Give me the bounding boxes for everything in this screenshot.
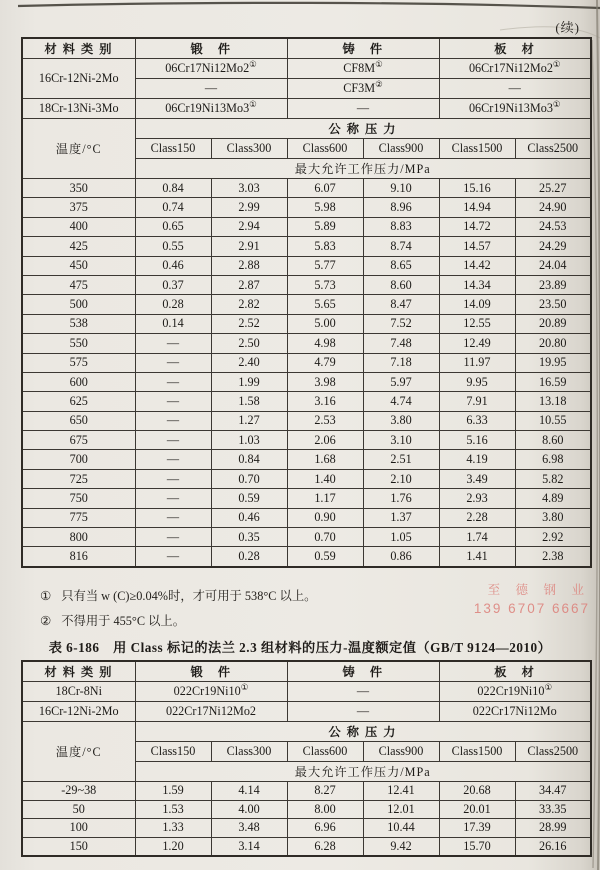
material-category-header: 材 料 类 别	[22, 38, 135, 59]
table-pressure-temperature-continued	[21, 37, 592, 568]
pressure-value-cell: —	[135, 372, 211, 391]
pressure-value-cell: 1.33	[135, 819, 211, 838]
table-row	[22, 431, 591, 450]
temperature-cell: 775	[22, 508, 135, 527]
pressure-value-cell: 1.03	[211, 431, 287, 450]
pressure-value-cell: 1.05	[363, 528, 439, 547]
pressure-value-cell: 28.99	[515, 819, 591, 838]
material-category-cell: 18Cr-13Ni-3Mo	[22, 99, 135, 119]
pressure-value-cell: —	[135, 450, 211, 469]
forging-grade-cell	[135, 702, 287, 722]
pressure-value-cell: 26.16	[515, 837, 591, 856]
pressure-value-cell: —	[135, 528, 211, 547]
material-row	[22, 59, 591, 79]
pressure-value-cell: 14.09	[439, 295, 515, 314]
pressure-value-cell: 14.57	[439, 237, 515, 256]
pressure-value-cell: 8.83	[363, 217, 439, 236]
pressure-value-cell: 20.89	[515, 314, 591, 333]
pressure-value-cell: 3.80	[515, 508, 591, 527]
pressure-value-cell: 8.65	[363, 256, 439, 275]
class600-header: Class600	[287, 139, 363, 159]
pressure-value-cell: 0.84	[211, 450, 287, 469]
footnote-marker: ①	[40, 589, 52, 603]
pressure-value-cell: 2.99	[211, 198, 287, 217]
footnote-ref-icon: ①	[249, 98, 257, 109]
temperature-column-header: 温度/°C	[22, 119, 135, 179]
footnote-ref-icon: ①	[552, 58, 561, 69]
pressure-value-cell: 15.16	[439, 179, 515, 198]
pressure-value-cell: 25.27	[515, 179, 591, 198]
pressure-value-cell: 2.06	[287, 431, 363, 450]
pressure-value-cell: 9.95	[439, 372, 515, 391]
footnote-ref-icon: ①	[552, 98, 561, 109]
pressure-value-cell: 4.14	[211, 782, 287, 801]
max-working-pressure-header: 最大允许工作压力/MPa	[135, 159, 591, 179]
footnotes	[40, 586, 470, 636]
table-row	[22, 508, 591, 527]
pressure-value-cell: 3.49	[439, 469, 515, 488]
class2500-header: Class2500	[515, 742, 591, 762]
pressure-value-cell: 1.58	[211, 392, 287, 411]
footnote-2	[40, 611, 470, 629]
pressure-value-cell: 13.18	[515, 392, 591, 411]
material-row	[22, 99, 591, 119]
footnote-ref-icon: ②	[375, 78, 383, 89]
material-row	[22, 682, 591, 702]
table-row	[22, 411, 591, 430]
table-row	[22, 372, 591, 391]
pressure-value-cell: 24.04	[515, 256, 591, 275]
table-6-186	[21, 660, 592, 857]
grade-text: —	[356, 704, 370, 718]
plate-grade-cell	[439, 79, 591, 99]
pressure-value-cell: 15.70	[439, 837, 515, 856]
table-row	[22, 295, 591, 314]
pressure-value-cell: 1.59	[135, 782, 211, 801]
nominal-pressure-header: 公 称 压 力	[135, 722, 591, 742]
temperature-cell: 400	[22, 217, 135, 236]
material-row	[22, 702, 591, 722]
class1500-header: Class1500	[439, 139, 515, 159]
table-row	[22, 314, 591, 333]
pressure-value-cell: 14.72	[439, 217, 515, 236]
pressure-value-cell: 11.97	[439, 353, 515, 372]
pressure-value-cell: 0.70	[211, 469, 287, 488]
pressure-value-cell: 0.70	[287, 528, 363, 547]
pressure-value-cell: 5.97	[363, 372, 439, 391]
pressure-value-cell: 20.01	[439, 800, 515, 819]
table-row	[22, 800, 591, 819]
watermark-company: 至 德 钢 业	[487, 583, 590, 597]
table-row	[22, 489, 591, 508]
footnote-text: 不得用于 455°C 以上。	[61, 614, 186, 628]
pressure-value-cell: 2.93	[439, 489, 515, 508]
forging-header: 锻 件	[135, 661, 287, 682]
pressure-value-cell: 1.99	[211, 372, 287, 391]
pressure-value-cell: 4.00	[211, 800, 287, 819]
pressure-value-cell: 16.59	[515, 372, 591, 391]
temperature-cell: 650	[22, 411, 135, 430]
pressure-value-cell: 0.86	[363, 547, 439, 567]
pressure-value-cell: —	[135, 547, 211, 567]
table-row	[22, 547, 591, 567]
pressure-value-cell: 20.68	[439, 782, 515, 801]
pressure-value-cell: 23.50	[515, 295, 591, 314]
table-row	[22, 837, 591, 856]
pressure-value-cell: 14.34	[439, 275, 515, 294]
pressure-value-cell: 2.28	[439, 508, 515, 527]
pressure-value-cell: 0.37	[135, 275, 211, 294]
class600-header: Class600	[287, 742, 363, 762]
pressure-value-cell: 7.52	[363, 314, 439, 333]
max-working-pressure-header: 最大允许工作压力/MPa	[135, 762, 591, 782]
class300-header: Class300	[211, 139, 287, 159]
casting-grade-cell	[287, 702, 439, 722]
watermark	[474, 580, 590, 616]
temperature-cell: 575	[22, 353, 135, 372]
right-page-edge-curve-1	[592, 40, 597, 868]
pressure-value-cell: 5.00	[287, 314, 363, 333]
pressure-value-cell: 33.35	[515, 800, 591, 819]
temperature-cell: 425	[22, 237, 135, 256]
table-row	[22, 334, 591, 353]
pressure-value-cell: 2.50	[211, 334, 287, 353]
pressure-value-cell: 4.19	[439, 450, 515, 469]
plate-header: 板 材	[439, 38, 591, 59]
pressure-value-cell: 19.95	[515, 353, 591, 372]
pressure-value-cell: —	[135, 431, 211, 450]
pressure-value-cell: —	[135, 334, 211, 353]
pressure-value-cell: 7.91	[439, 392, 515, 411]
class2500-header: Class2500	[515, 139, 591, 159]
pressure-value-cell: 0.35	[211, 528, 287, 547]
pressure-value-cell: 2.10	[363, 469, 439, 488]
material-header-row	[22, 661, 591, 682]
table-row	[22, 179, 591, 198]
pressure-value-cell: 1.17	[287, 489, 363, 508]
table-row	[22, 256, 591, 275]
table-row	[22, 198, 591, 217]
pressure-value-cell: 0.28	[211, 547, 287, 567]
pressure-value-cell: 8.47	[363, 295, 439, 314]
pressure-value-cell: 1.37	[363, 508, 439, 527]
pressure-value-cell: 5.73	[287, 275, 363, 294]
pressure-value-cell: 8.96	[363, 198, 439, 217]
pressure-value-cell: 0.59	[211, 489, 287, 508]
table-row	[22, 275, 591, 294]
table-6-186-title: 表 6-186 用 Class 标记的法兰 2.3 组材料的压力-温度额定值（GB/T 9124—2010）	[48, 640, 552, 655]
pressure-value-cell: —	[135, 489, 211, 508]
material-category-cell: 16Cr-12Ni-2Mo	[22, 59, 135, 99]
pressure-value-cell: 12.49	[439, 334, 515, 353]
footnote-text: 只有当 w (C)≥0.04%时，才可用于 538°C 以上。	[61, 589, 317, 603]
pressure-value-cell: 24.53	[515, 217, 591, 236]
pressure-value-cell: —	[135, 392, 211, 411]
grade-text: 022Cr17Ni12Mo2	[165, 704, 257, 718]
pressure-value-cell: 5.89	[287, 217, 363, 236]
pressure-value-cell: 8.60	[363, 275, 439, 294]
forging-grade-cell	[135, 682, 287, 702]
pressure-value-cell: 6.33	[439, 411, 515, 430]
table-body	[22, 782, 591, 857]
pressure-value-cell: 7.48	[363, 334, 439, 353]
pressure-value-cell: 4.89	[515, 489, 591, 508]
pressure-value-cell: 34.47	[515, 782, 591, 801]
temperature-cell: 816	[22, 547, 135, 567]
pressure-value-cell: 6.98	[515, 450, 591, 469]
pressure-value-cell: 7.18	[363, 353, 439, 372]
casting-header: 铸 件	[287, 661, 439, 682]
pressure-value-cell: 6.28	[287, 837, 363, 856]
pressure-value-cell: 3.03	[211, 179, 287, 198]
pressure-value-cell: 4.74	[363, 392, 439, 411]
watermark-phone: 139 6707 6667	[473, 601, 590, 616]
table-row	[22, 392, 591, 411]
pressure-value-cell: —	[135, 411, 211, 430]
temperature-cell: -29~38	[22, 782, 135, 801]
pressure-value-cell: 20.80	[515, 334, 591, 353]
pressure-value-cell: 9.10	[363, 179, 439, 198]
temperature-cell: 800	[22, 528, 135, 547]
pressure-value-cell: 4.79	[287, 353, 363, 372]
footnote-ref-icon: ①	[249, 58, 257, 69]
pressure-value-cell: 1.41	[439, 547, 515, 567]
table-row	[22, 469, 591, 488]
footnote-ref-icon: ①	[240, 681, 249, 692]
pressure-value-cell: 3.98	[287, 372, 363, 391]
pressure-value-cell: 5.98	[287, 198, 363, 217]
pressure-value-cell: 5.16	[439, 431, 515, 450]
grade-text: 022Cr19Ni10	[477, 684, 545, 698]
material-category-cell: 18Cr-8Ni	[22, 682, 135, 702]
pressure-value-cell: 3.14	[211, 837, 287, 856]
pressure-value-cell: 0.46	[211, 508, 287, 527]
pressure-value-cell: 9.42	[363, 837, 439, 856]
pressure-value-cell: —	[135, 508, 211, 527]
pressure-value-cell: 14.42	[439, 256, 515, 275]
pressure-value-cell: 6.07	[287, 179, 363, 198]
table-row	[22, 528, 591, 547]
class1500-header: Class1500	[439, 742, 515, 762]
class150-header: Class150	[135, 139, 211, 159]
class900-header: Class900	[363, 742, 439, 762]
pressure-value-cell: 1.20	[135, 837, 211, 856]
table-row	[22, 782, 591, 801]
pressure-value-cell: 2.87	[211, 275, 287, 294]
forging-grade-cell	[135, 59, 287, 79]
pressure-value-cell: 5.83	[287, 237, 363, 256]
pressure-value-cell: 2.94	[211, 217, 287, 236]
class300-header: Class300	[211, 742, 287, 762]
pressure-value-cell: 1.74	[439, 528, 515, 547]
pressure-value-cell: 23.89	[515, 275, 591, 294]
pressure-value-cell: 2.82	[211, 295, 287, 314]
grade-text: —	[356, 684, 370, 698]
casting-header: 铸 件	[287, 38, 439, 59]
pressure-value-cell: 2.88	[211, 256, 287, 275]
temperature-cell: 100	[22, 819, 135, 838]
pressure-value-cell: 0.84	[135, 179, 211, 198]
pressure-value-cell: 2.91	[211, 237, 287, 256]
footnote-ref-icon: ①	[375, 58, 383, 69]
pressure-value-cell: 2.52	[211, 314, 287, 333]
pressure-value-cell: —	[135, 469, 211, 488]
footnote-marker: ②	[40, 614, 52, 628]
temperature-cell: 50	[22, 800, 135, 819]
pressure-value-cell: 12.41	[363, 782, 439, 801]
table-body	[22, 179, 591, 567]
plate-grade-cell	[439, 702, 591, 722]
pressure-value-cell: 0.90	[287, 508, 363, 527]
pressure-value-cell: 24.29	[515, 237, 591, 256]
pressure-value-cell: 6.96	[287, 819, 363, 838]
grade-text: CF8M	[343, 61, 376, 75]
pressure-value-cell: 1.27	[211, 411, 287, 430]
forging-header: 锻 件	[135, 38, 287, 59]
grade-text: 022Cr19Ni10	[173, 684, 241, 698]
temperature-column-header: 温度/°C	[22, 722, 135, 782]
nominal-pressure-header: 公 称 压 力	[135, 119, 591, 139]
class900-header: Class900	[363, 139, 439, 159]
grade-text: —	[508, 81, 521, 95]
pressure-value-cell: 2.53	[287, 411, 363, 430]
table-row	[22, 237, 591, 256]
footnote-ref-icon: ①	[544, 681, 553, 692]
temperature-cell: 700	[22, 450, 135, 469]
pressure-value-cell: 8.74	[363, 237, 439, 256]
class150-header: Class150	[135, 742, 211, 762]
plate-grade-cell	[439, 682, 591, 702]
pressure-value-cell: 3.80	[363, 411, 439, 430]
casting-grade-cell	[287, 79, 439, 99]
grade-text: 06Cr17Ni12Mo2	[165, 61, 250, 75]
pressure-value-cell: 4.98	[287, 334, 363, 353]
pressure-value-cell: 2.92	[515, 528, 591, 547]
table-row	[22, 450, 591, 469]
pressure-value-cell: 2.38	[515, 547, 591, 567]
grade-text: 06Cr19Ni13Mo3	[165, 101, 250, 115]
temperature-cell: 675	[22, 431, 135, 450]
pressure-value-cell: 1.68	[287, 450, 363, 469]
pressure-value-cell: 0.65	[135, 217, 211, 236]
temperature-cell: 375	[22, 198, 135, 217]
table-row	[22, 217, 591, 236]
pressure-value-cell: 1.40	[287, 469, 363, 488]
temperature-cell: 350	[22, 179, 135, 198]
temperature-cell: 450	[22, 256, 135, 275]
footnote-1	[40, 586, 470, 604]
material-category-header: 材 料 类 别	[22, 661, 135, 682]
temperature-cell: 538	[22, 314, 135, 333]
temperature-cell: 750	[22, 489, 135, 508]
temperature-cell: 725	[22, 469, 135, 488]
pressure-value-cell: 0.55	[135, 237, 211, 256]
pressure-value-cell: 2.51	[363, 450, 439, 469]
material-category-cell: 16Cr-12Ni-2Mo	[22, 702, 135, 722]
table-row	[22, 819, 591, 838]
table-row	[22, 353, 591, 372]
grade-text: 022Cr17Ni12Mo	[472, 704, 557, 718]
grade-text: CF3M	[343, 81, 376, 95]
pressure-value-cell: 10.55	[515, 411, 591, 430]
pressure-value-cell: 5.65	[287, 295, 363, 314]
forging-grade-cell	[135, 99, 287, 119]
casting-grade-cell	[287, 682, 439, 702]
pressure-value-cell: 8.27	[287, 782, 363, 801]
temperature-cell: 150	[22, 837, 135, 856]
pressure-value-cell: 3.48	[211, 819, 287, 838]
pressure-value-cell: 17.39	[439, 819, 515, 838]
plate-header: 板 材	[439, 661, 591, 682]
temperature-cell: 550	[22, 334, 135, 353]
pressure-value-cell: 0.74	[135, 198, 211, 217]
nominal-pressure-row	[22, 119, 591, 139]
pressure-value-cell: 5.77	[287, 256, 363, 275]
temperature-cell: 625	[22, 392, 135, 411]
temperature-cell: 500	[22, 295, 135, 314]
pressure-value-cell: 12.01	[363, 800, 439, 819]
pressure-value-cell: 3.10	[363, 431, 439, 450]
grade-text: —	[356, 101, 370, 115]
pressure-value-cell: 14.94	[439, 198, 515, 217]
pressure-value-cell: 0.14	[135, 314, 211, 333]
pressure-value-cell: 1.53	[135, 800, 211, 819]
pressure-value-cell: 0.46	[135, 256, 211, 275]
nominal-pressure-row	[22, 722, 591, 742]
plate-grade-cell	[439, 59, 591, 79]
pressure-value-cell: 0.28	[135, 295, 211, 314]
pressure-value-cell: 3.16	[287, 392, 363, 411]
top-page-edge-line	[18, 3, 600, 8]
material-header-row	[22, 38, 591, 59]
pressure-value-cell: 10.44	[363, 819, 439, 838]
pressure-value-cell: 8.60	[515, 431, 591, 450]
forging-grade-cell	[135, 79, 287, 99]
pressure-value-cell: —	[135, 353, 211, 372]
pressure-value-cell: 2.40	[211, 353, 287, 372]
casting-grade-cell	[287, 59, 439, 79]
temperature-cell: 475	[22, 275, 135, 294]
pressure-value-cell: 12.55	[439, 314, 515, 333]
continued-marker: (续)	[555, 20, 580, 35]
temperature-cell: 600	[22, 372, 135, 391]
pressure-value-cell: 8.00	[287, 800, 363, 819]
grade-text: 06Cr17Ni12Mo2	[468, 61, 553, 75]
casting-grade-cell	[287, 99, 439, 119]
pressure-value-cell: 24.90	[515, 198, 591, 217]
pressure-value-cell: 0.59	[287, 547, 363, 567]
pressure-value-cell: 1.76	[363, 489, 439, 508]
grade-text: —	[204, 81, 218, 95]
pressure-value-cell: 5.82	[515, 469, 591, 488]
grade-text: 06Cr19Ni13Mo3	[468, 101, 553, 115]
plate-grade-cell	[439, 99, 591, 119]
